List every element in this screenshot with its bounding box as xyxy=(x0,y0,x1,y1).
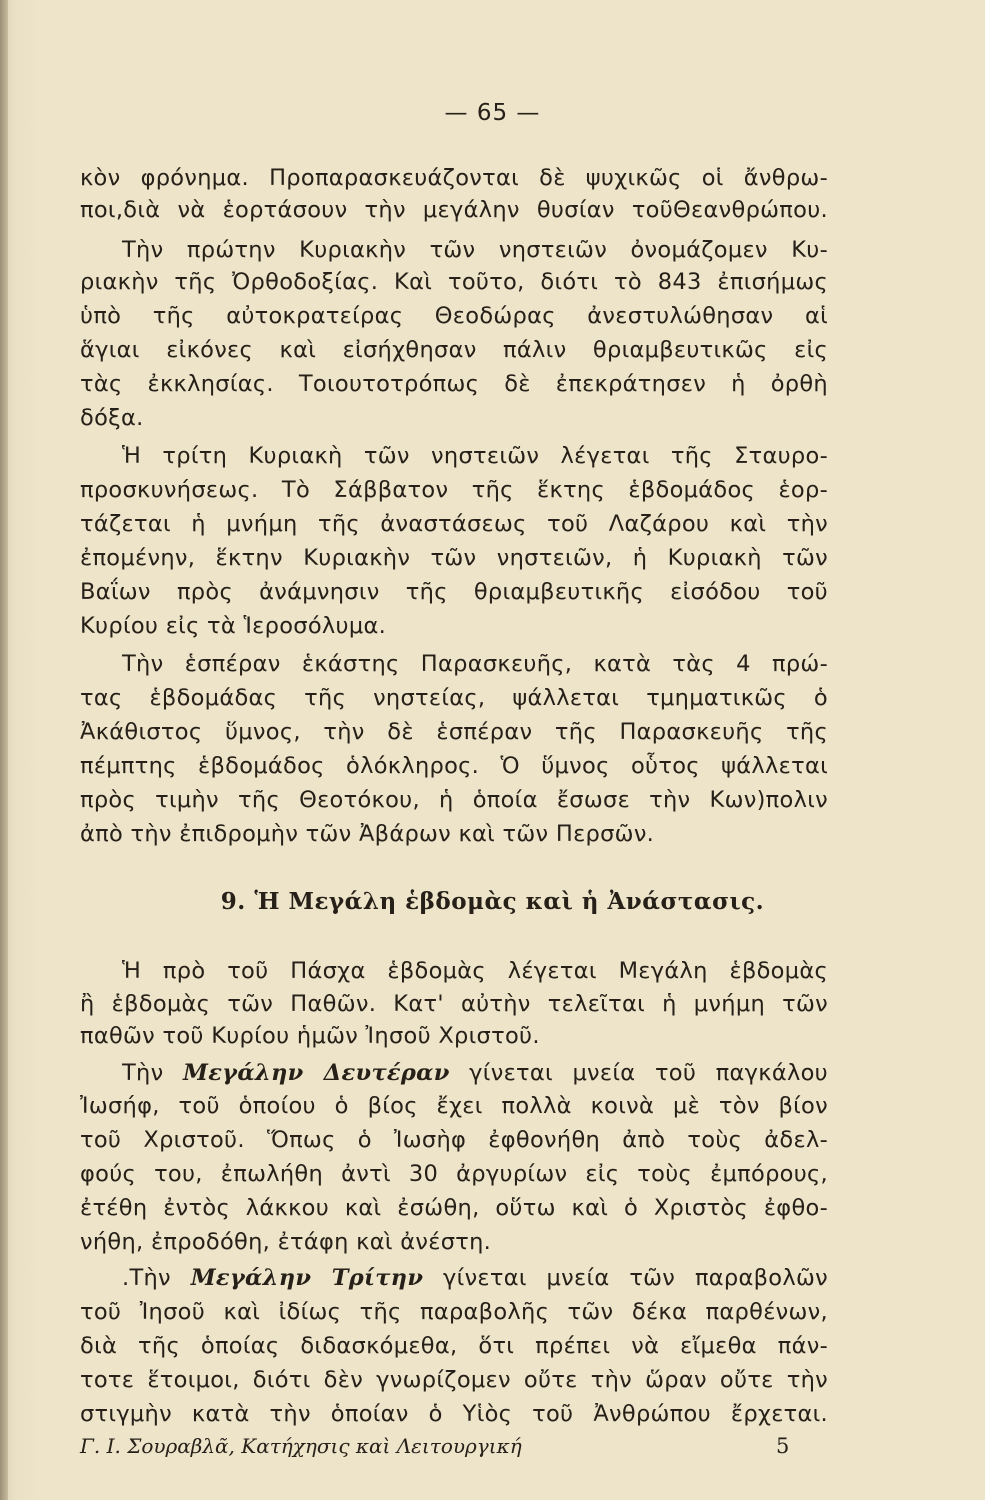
text-line: πέμπτης ἑβδομάδος ὁλόκληρος. Ὁ ὕμνος οὗτος ψάλλεται xyxy=(80,753,828,779)
text-line: ἐτέθη ἐντὸς λάκκου καὶ ἐσώθη, οὕτω καὶ ὁ Χριστὸς ἐφθο- xyxy=(80,1195,828,1221)
text-line: Ἰωσήφ, τοῦ ὁποίου ὁ βίος ἔχει πολλὰ κοινὰ μὲ τὸν βίον xyxy=(80,1093,828,1119)
text-run: Τὴν xyxy=(122,1060,183,1086)
text-line: Βαΐων πρὸς ἀνάμνησιν τῆς θριαμβευτικῆς εἰσόδου τοῦ xyxy=(80,579,828,605)
page-number: — 65 — xyxy=(444,100,541,126)
text-line: Κυρίου εἰς τὰ Ἱεροσόλυμα. xyxy=(80,613,387,639)
text-line: ποι,διὰ νὰ ἑορτάσουν τὴν μεγάλην θυσίαν τοῦΘεανθρώπου. xyxy=(80,197,828,223)
text-line xyxy=(122,1057,828,1089)
text-run: γίνεται μνεία τοῦ παγκάλου xyxy=(449,1060,828,1086)
section-heading: 9. Ἡ Μεγάλη ἑβδομὰς καὶ ἡ Ἀνάστασις. xyxy=(220,888,765,915)
text-line: πρὸς τιμὴν τῆς Θεοτόκου, ἡ ὁποία ἔσωσε τὴν Κων)πολιν xyxy=(80,787,828,813)
text-line: τοῦ Χριστοῦ. Ὅπως ὁ Ἰωσὴφ ἐφθονήθη ἀπὸ τοὺς ἀδελ- xyxy=(80,1127,828,1153)
text-line: τάζεται ἡ μνήμη τῆς ἀναστάσεως τοῦ Λαζάρου καὶ τὴν xyxy=(80,511,828,537)
text-line: ὑπὸ τῆς αὐτοκρατείρας Θεοδώρας ἀνεστυλώθησαν αἱ xyxy=(80,303,828,329)
text-line: διὰ τῆς ὁποίας διδασκόμεθα, ὅτι πρέπει νὰ εἴμεθα πάν- xyxy=(80,1333,828,1359)
text-line: Ἡ πρὸ τοῦ Πάσχα ἑβδομὰς λέγεται Μεγάλη ἑβδομὰς xyxy=(122,958,828,984)
text-line: Ἀκάθιστος ὕμνος, τὴν δὲ ἑσπέραν τῆς Παρασκευῆς τῆς xyxy=(80,719,828,745)
text-line: ἀπὸ τὴν ἐπιδρομὴν τῶν Ἀβάρων καὶ τῶν Περσῶν. xyxy=(80,821,655,847)
text-line: τὰς ἐκκλησίας. Τοιουτοτρόπως δὲ ἐπεκράτησεν ἡ ὀρθὴ xyxy=(80,371,828,397)
text-line: ἐπομένην, ἕκτην Κυριακὴν τῶν νηστειῶν, ἡ Κυριακὴ τῶν xyxy=(80,545,828,571)
text-line: τοτε ἕτοιμοι, διότι δὲν γνωρίζομεν οὔτε τὴν ὥραν οὔτε τὴν xyxy=(80,1367,828,1393)
footer-citation: Γ. Ι. Σουραβλᾶ, Κατήχησις καὶ Λειτουργική xyxy=(80,1434,522,1458)
text-line: στιγμὴν κατὰ τὴν ὁποίαν ὁ Υἱὸς τοῦ Ἀνθρώπου ἔρχεται. xyxy=(80,1401,828,1427)
text-line: Τὴν ἑσπέραν ἑκάστης Παρασκευῆς, κατὰ τὰς 4 πρώ- xyxy=(122,651,828,677)
binding-edge xyxy=(0,0,8,1500)
text-line: φούς του, ἐπωλήθη ἀντὶ 30 ἀργυρίων εἰς τοὺς ἐμπόρους, xyxy=(80,1161,828,1187)
emphasis-text: Μεγάλην Δευτέραν xyxy=(183,1060,450,1086)
text-line: Τὴν πρώτην Κυριακὴν τῶν νηστειῶν ὀνομάζομεν Κυ- xyxy=(122,237,828,263)
emphasis-text: Μεγάλην Τρίτην xyxy=(190,1265,424,1291)
text-line: νήθη, ἐπροδόθη, ἐτάφη καὶ ἀνέστη. xyxy=(80,1229,492,1255)
text-line: κὸν φρόνημα. Προπαρασκευάζονται δὲ ψυχικῶς οἱ ἄνθρω- xyxy=(80,165,828,191)
text-line: προσκυνήσεως. Τὸ Σάββατον τῆς ἕκτης ἑβδομάδος ἑορ- xyxy=(80,477,828,503)
text-line: ἢ ἑβδομὰς τῶν Παθῶν. Κατ' αὐτὴν τελεῖται ἡ μνήμη τῶν xyxy=(80,991,828,1017)
text-line: τας ἑβδομάδας τῆς νηστείας, ψάλλεται τμηματικῶς ὁ xyxy=(80,685,828,711)
text-line: τοῦ Ἰησοῦ καὶ ἰδίως τῆς παραβολῆς τῶν δέκα παρθένων, xyxy=(80,1299,828,1325)
text-run: .Τὴν xyxy=(122,1265,191,1291)
text-line: ἅγιαι εἰκόνες καὶ εἰσήχθησαν πάλιν θριαμβευτικῶς εἰς xyxy=(80,337,828,363)
text-run: γίνεται μνεία τῶν παραβολῶν xyxy=(423,1265,828,1291)
text-line: Ἡ τρίτη Κυριακὴ τῶν νηστειῶν λέγεται τῆς Σταυρο- xyxy=(122,443,828,469)
text-line: δόξα. xyxy=(80,405,144,431)
signature-mark: 5 xyxy=(776,1434,790,1458)
text-line: παθῶν τοῦ Κυρίου ἡμῶν Ἰησοῦ Χριστοῦ. xyxy=(80,1023,540,1049)
text-line: ριακὴν τῆς Ὀρθοδοξίας. Καὶ τοῦτο, διότι τὸ 843 ἐπισήμως xyxy=(80,269,828,295)
text-line xyxy=(122,1262,828,1294)
